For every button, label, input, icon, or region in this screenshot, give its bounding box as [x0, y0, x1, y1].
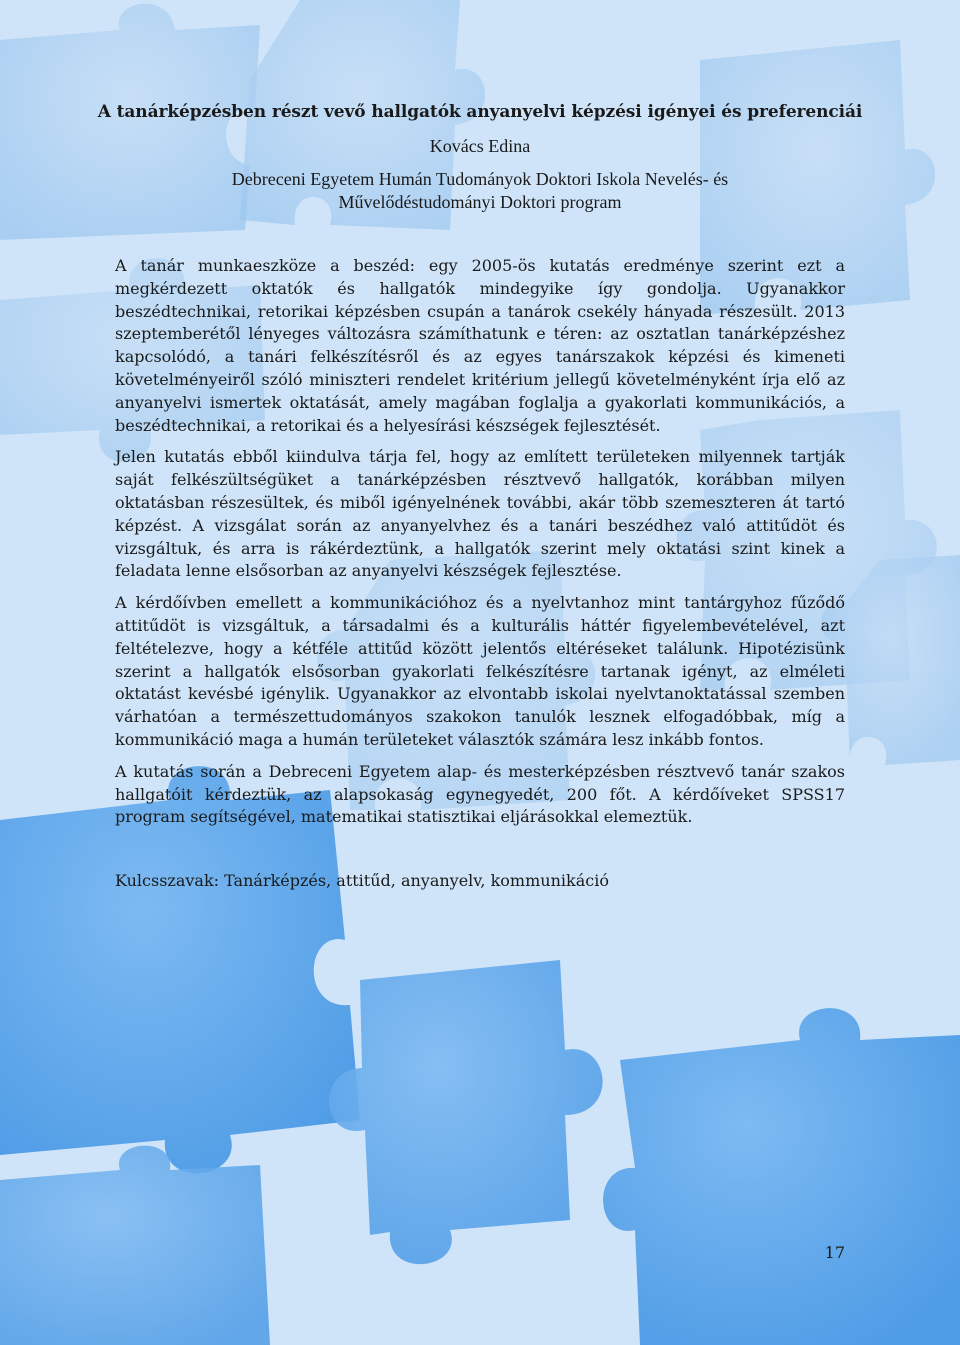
author-affiliation: Debreceni Egyetem Humán Tudományok Doktori Iskola Nevelés- és Művelődéstudományi Doktori program — [231, 169, 729, 212]
paper-title: A tanárképzésben részt vevő hallgatók anyanyelvi képzési igényei és preferenciái — [97, 102, 863, 122]
abstract-paragraph-1: A tanár munkaeszköze a beszéd: egy 2005-ös kutatás eredménye szerint ezt a megkérdezett oktatók és hallgatók mindegyike így gondolja. Ugyanakkor beszédtechnikai, retorikai képzésben csupán a tanárok csekély hányada részesült. 2013 szeptemberétől lényeges változásra számíthatunk e téren: az osztatlan tanárképzéshez kapcsolódó, a tanári felkészítésről és az egyes tanárszakok képzési és kimeneti követelményeiről szóló miniszteri rendelet kritérium jellegű követelményként írja elő az anyanyelvi ismertek oktatását, amely magában foglalja a gyakorlati kommunikációs, a beszédtechnikai, a retorikai és a helyesírási készségek fejlesztését. — [115, 256, 845, 435]
abstract-body — [115, 255, 845, 838]
page-number: 17 — [824, 1243, 845, 1262]
abstract-paragraph-3: A kérdőívben emellett a kommunikációhoz és a nyelvtanhoz mint tantárgyhoz fűződő attitűdöt is vizsgáltuk, a társadalmi és a kulturális háttér figyelembevételével, azt feltételezve, hogy a kétféle attitűd között jelentős eltéréseket találunk. Hipotézisünk szerint a hallgatók elsősorban gyakorlati felkészítésre tartanak igényt, az elméleti oktatást kevésbé igénylik. Ugyanakkor az elvontabb iskolai nyelvtanoktatással szemben várhatóan a természettudományos szakokon tanulók lesznek elfogadóbbak, míg a kommunikáció maga a humán területeket választók számára lesz inkább fontos. — [115, 593, 845, 749]
author-name: Kovács Edina — [429, 136, 531, 156]
abstract-paragraph-4: A kutatás során a Debreceni Egyetem alap- és mesterképzésben résztvevő tanár szakos hallgatóit kérdeztük, az alapsokaság egynegyedét, 200 főt. A kérdőíveket SPSS17 program segítségével, matematikai statisztikai eljárásokkal elemeztük. — [115, 761, 845, 827]
keywords: Kulcsszavak: Tanárképzés, attitűd, anyanyelv, kommunikáció — [115, 871, 609, 890]
abstract-paragraph-2: Jelen kutatás ebből kiindulva tárja fel, hogy az említett területeken milyennek tartják saját felkészültségüket a tanárképzésben résztvevő hallgatók, korábban milyen oktatásban részesültek, és miből igényelnének további, akár több szemeszteren át tartó képzést. A vizsgálat során az anyanyelvhez és a tanári beszédhez való attitűdöt és vizsgáltuk, és arra is rákérdeztünk, a hallgatók szerint mely oktatási szint kinek a feladata lenne elsősorban az anyanyelvi készségek fejlesztése. — [115, 447, 845, 581]
